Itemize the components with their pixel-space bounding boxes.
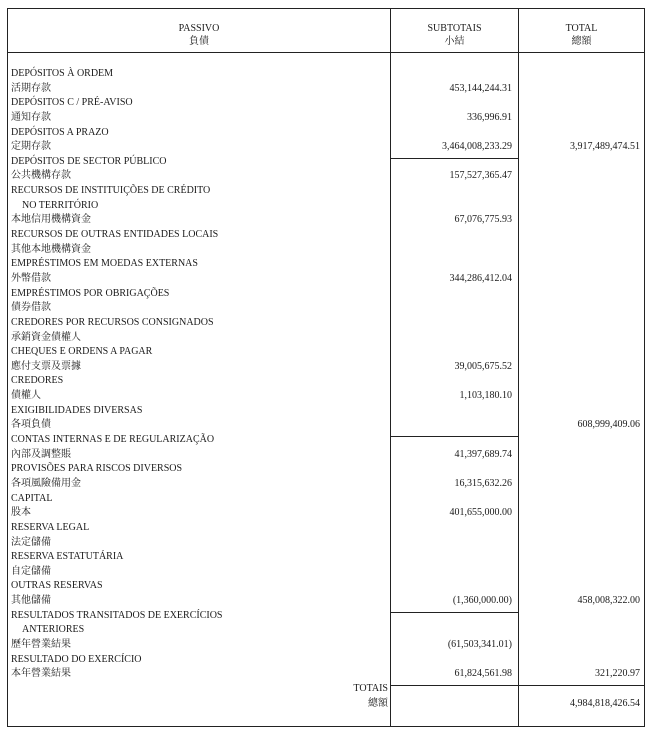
row-label: DEPÓSITOS DE SECTOR PÚBLICO	[11, 155, 167, 167]
table-row	[8, 96, 644, 111]
grand-total: 4,984,818,426.54	[570, 697, 640, 709]
table-row	[8, 126, 644, 141]
table-row	[8, 638, 644, 653]
table-row	[8, 301, 644, 316]
row-label: 本年營業結果	[11, 668, 71, 680]
totals-row-zh	[8, 697, 644, 712]
table-row	[8, 82, 644, 97]
header-subtotais-label: SUBTOTAIS	[427, 23, 482, 34]
table-row	[8, 433, 644, 448]
row-subtotal: (61,503,341.01)	[447, 638, 512, 650]
row-label: 內部及調整賬	[11, 448, 71, 460]
row-subtotal: 39,005,675.52	[454, 360, 512, 372]
table-row	[8, 521, 644, 536]
table-row	[8, 257, 644, 272]
row-label: 法定儲備	[11, 536, 51, 548]
table-row	[8, 111, 644, 126]
row-subtotal: (1,360,000.00)	[452, 595, 512, 607]
totals-row	[8, 682, 644, 697]
table-row	[8, 213, 644, 228]
row-label: RECURSOS DE OUTRAS ENTIDADES LOCAIS	[11, 229, 219, 241]
header-total	[519, 22, 644, 48]
table-row	[8, 594, 644, 609]
table-row	[8, 667, 644, 682]
table-row	[8, 331, 644, 346]
row-subtotal: 3,464,008,233.29	[442, 141, 512, 153]
row-label: 各項風險備用金	[11, 477, 81, 489]
row-label: DEPÓSITOS A PRAZO	[11, 126, 109, 138]
row-label: 承銷資金債權人	[11, 331, 81, 343]
table-body	[8, 67, 644, 711]
row-label: ANTERIORES	[22, 624, 85, 636]
header-subtotais	[391, 22, 518, 48]
table-row	[8, 67, 644, 82]
row-label: 其他本地機構資金	[11, 243, 91, 255]
row-label: RESERVA LEGAL	[11, 521, 90, 533]
row-label: 其他儲備	[11, 595, 51, 607]
row-total: 321,220.97	[595, 668, 640, 680]
row-label: CREDORES	[11, 375, 64, 387]
row-label: CAPITAL	[11, 492, 53, 504]
table-row	[8, 506, 644, 521]
row-label: 各項負債	[11, 419, 51, 431]
table-row	[8, 272, 644, 287]
table-row	[8, 448, 644, 463]
row-label: EXIGIBILIDADES DIVERSAS	[11, 404, 143, 416]
row-label: RESULTADOS TRANSITADOS DE EXERCÍCIOS	[11, 609, 223, 621]
row-label: 本地信用機構資金	[11, 214, 91, 226]
table-header	[8, 9, 644, 53]
table-row	[8, 374, 644, 389]
row-subtotal: 41,397,689.74	[454, 448, 512, 460]
header-passivo	[8, 22, 390, 48]
header-passivo-label-zh: 負債	[189, 36, 209, 47]
row-label: PROVISÕES PARA RISCOS DIVERSOS	[11, 463, 183, 475]
table-row	[8, 492, 644, 507]
row-label: 活期存款	[11, 82, 51, 94]
table-row	[8, 565, 644, 580]
row-label: 自定儲備	[11, 565, 51, 577]
table-row	[8, 169, 644, 184]
row-label: 通知存款	[11, 111, 51, 123]
table-row	[8, 653, 644, 668]
table-row	[8, 623, 644, 638]
table-row	[8, 243, 644, 258]
table-row	[8, 287, 644, 302]
table-row	[8, 228, 644, 243]
row-label: OUTRAS RESERVAS	[11, 580, 103, 592]
table-row	[8, 345, 644, 360]
row-label: DEPÓSITOS C / PRÉ-AVISO	[11, 97, 133, 109]
row-label: 債券借款	[11, 302, 51, 314]
table-row	[8, 404, 644, 419]
row-label: CHEQUES E ORDENS A PAGAR	[11, 346, 153, 358]
row-total: 3,917,489,474.51	[570, 141, 640, 153]
row-total: 608,999,409.06	[577, 419, 640, 431]
table-row	[8, 140, 644, 155]
row-label: CONTAS INTERNAS E DE REGULARIZAÇÃO	[11, 434, 215, 446]
row-label: 外幣借款	[11, 272, 51, 284]
table-row	[8, 418, 644, 433]
header-total-label: TOTAL	[565, 23, 598, 34]
table-row	[8, 477, 644, 492]
row-label: RECURSOS DE INSTITUIÇÕES DE CRÉDITO	[11, 185, 211, 197]
row-label: CREDORES POR RECURSOS CONSIGNADOS	[11, 316, 214, 328]
table-row	[8, 609, 644, 624]
row-label: 歷年營業結果	[11, 638, 71, 650]
row-subtotal: 1,103,180.10	[459, 390, 512, 402]
row-total: 458,008,322.00	[577, 595, 640, 607]
header-subtotais-label-zh: 小結	[444, 36, 465, 47]
table-row	[8, 536, 644, 551]
header-total-label-zh: 總額	[571, 36, 592, 47]
row-label: EMPRÉSTIMOS POR OBRIGAÇÕES	[11, 287, 170, 299]
row-subtotal: 336,996.91	[467, 111, 512, 123]
table-row	[8, 199, 644, 214]
row-subtotal: 67,076,775.93	[454, 214, 512, 226]
table-row	[8, 462, 644, 477]
row-label: DEPÓSITOS À ORDEM	[11, 68, 114, 79]
table-row	[8, 360, 644, 375]
row-label: NO TERRITÓRIO	[22, 199, 99, 211]
table-row	[8, 389, 644, 404]
table-row	[8, 579, 644, 594]
table-row	[8, 550, 644, 565]
totals-label: TOTAIS	[353, 682, 388, 694]
row-label: 債權人	[11, 390, 41, 402]
row-label: 定期存款	[11, 141, 51, 153]
row-subtotal: 401,655,000.00	[449, 507, 512, 519]
row-label: 應付支票及票據	[11, 360, 81, 372]
table-row	[8, 155, 644, 170]
row-label: 股本	[11, 507, 31, 519]
row-subtotal: 157,527,365.47	[449, 170, 512, 182]
table-row	[8, 184, 644, 199]
totals-label-zh: 總額	[368, 697, 388, 709]
row-subtotal: 61,824,561.98	[454, 668, 512, 680]
row-label: RESERVA ESTATUTÁRIA	[11, 551, 124, 563]
row-subtotal: 453,144,244.31	[449, 82, 512, 94]
row-label: 公共機構存款	[11, 170, 71, 182]
row-subtotal: 16,315,632.26	[454, 477, 512, 489]
row-subtotal: 344,286,412.04	[449, 272, 512, 284]
row-label: RESULTADO DO EXERCÍCIO	[11, 653, 142, 665]
liabilities-table	[7, 8, 645, 727]
row-label: EMPRÉSTIMOS EM MOEDAS EXTERNAS	[11, 258, 198, 270]
table-row	[8, 316, 644, 331]
header-passivo-label: PASSIVO	[178, 23, 220, 34]
